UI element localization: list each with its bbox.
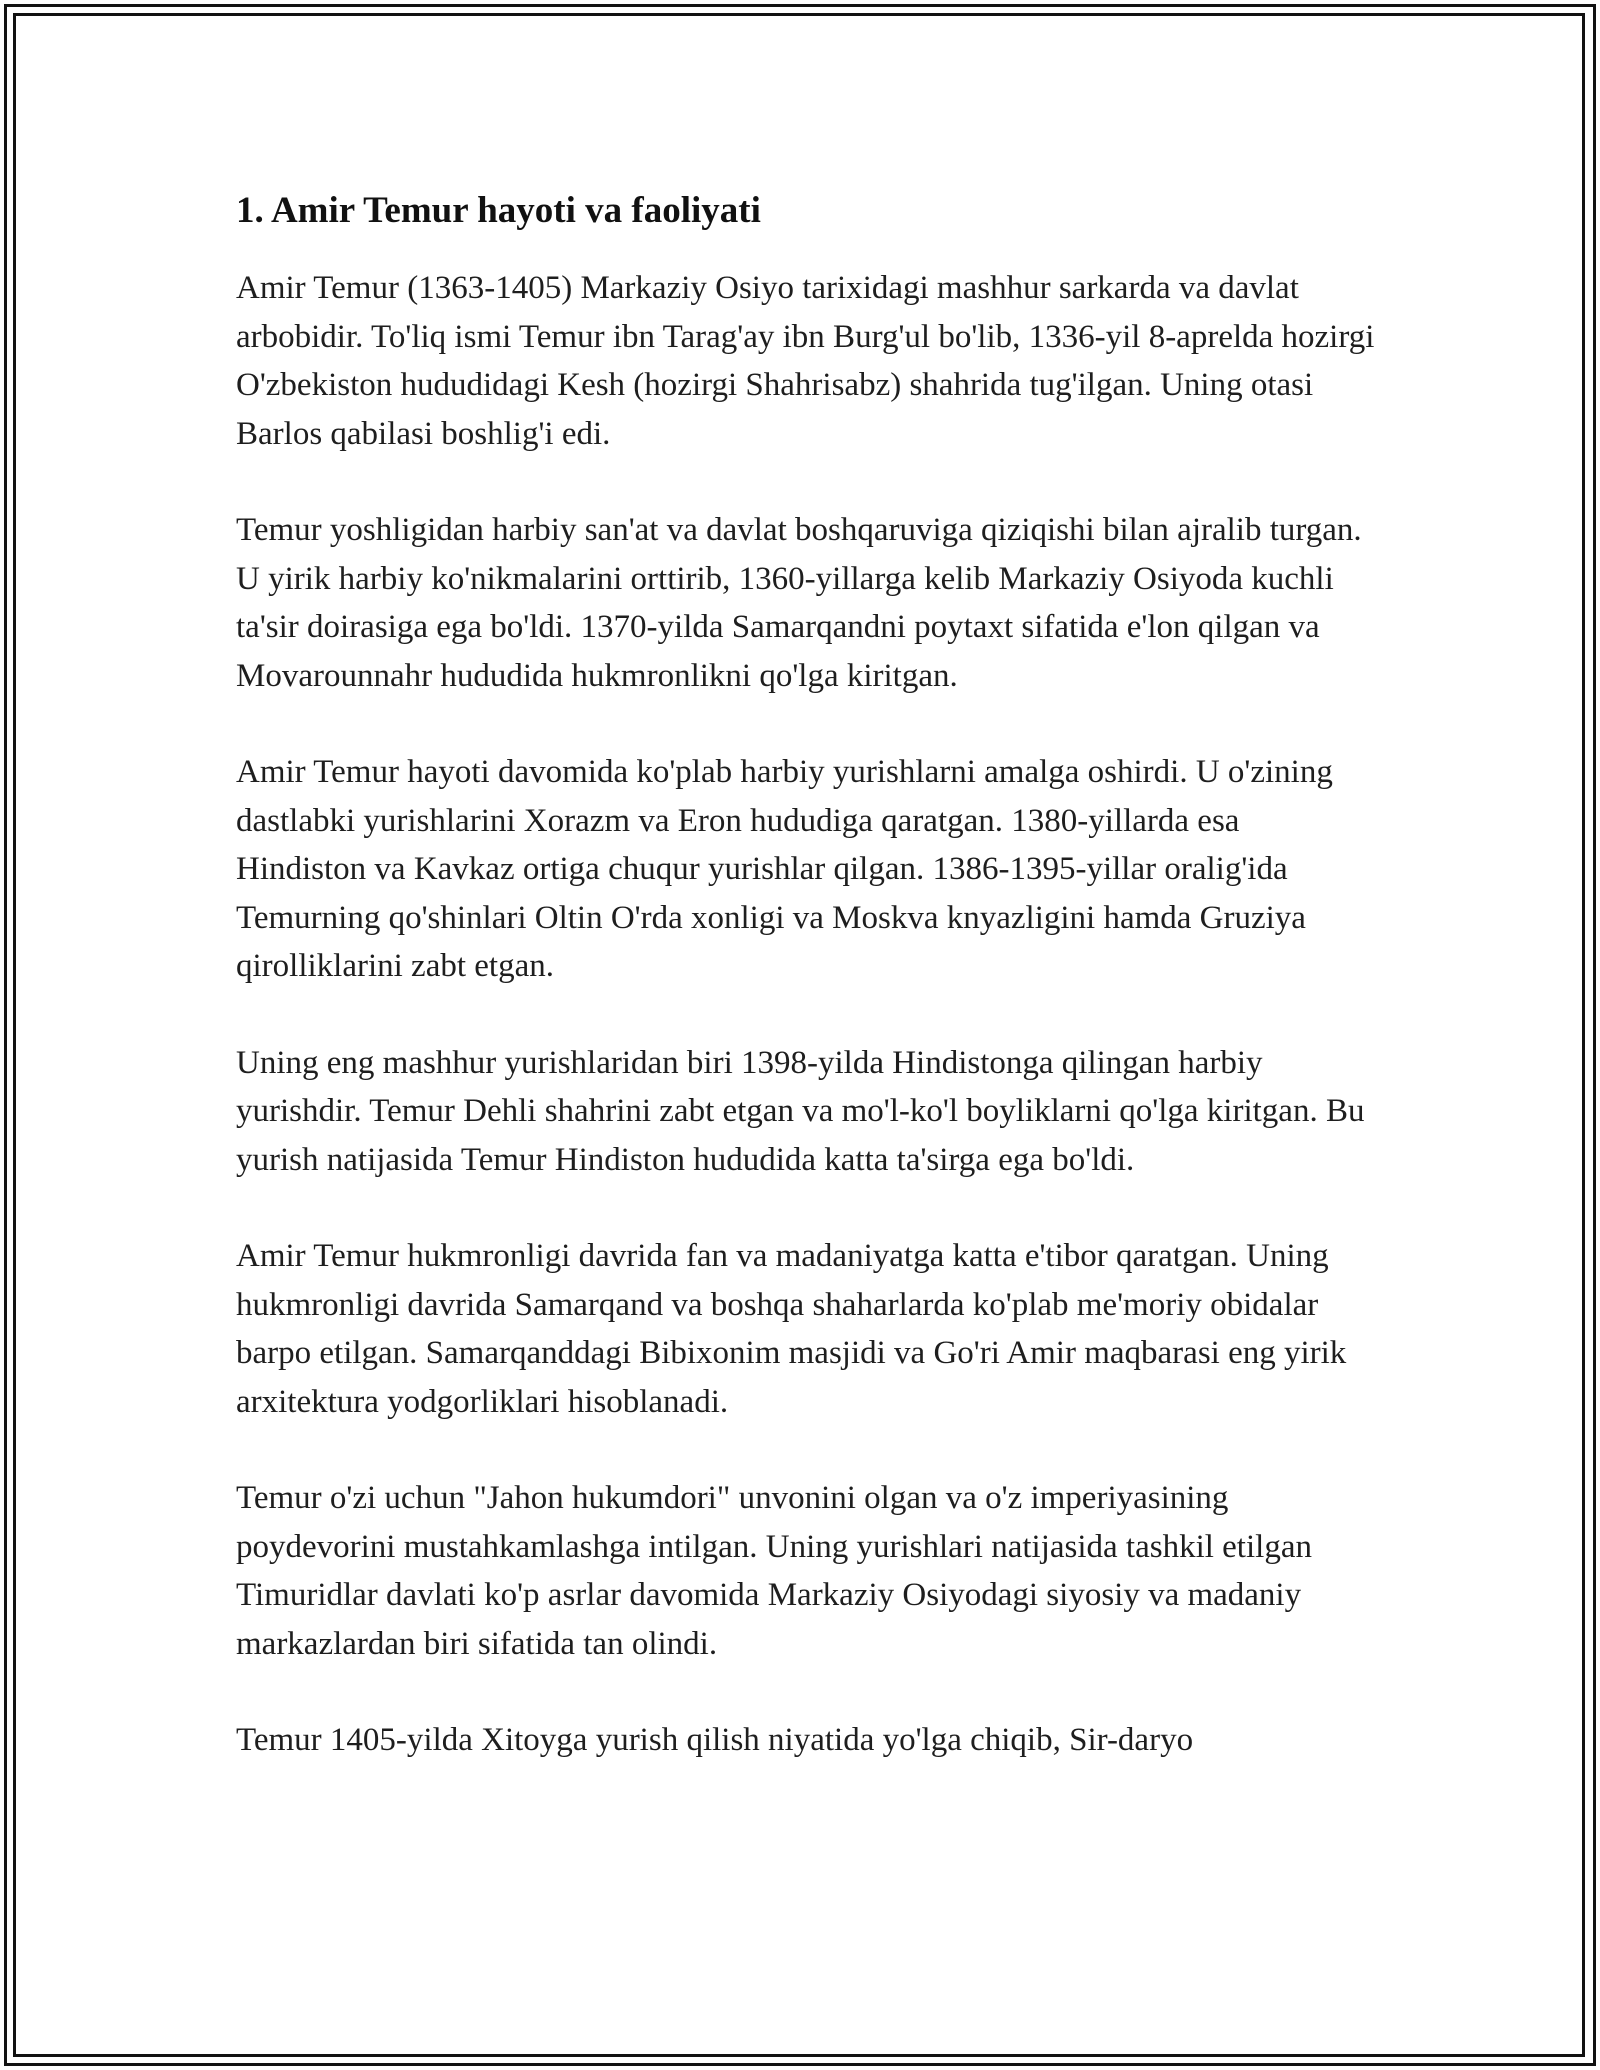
paragraph-india-campaign: Uning eng mashhur yurishlaridan biri 1398-yilda Hindistonga qilingan harbiy yurishdir. Temur Dehli shahrini zabt etgan va mo'l-ko'l boyliklarni qo'lga kiritgan. Bu yurish natijasida Temur Hindiston hududida katta ta'sirga ega bo'ldi. bbox=[236, 1044, 1365, 1178]
paragraph-culture-architecture: Amir Temur hukmronligi davrida fan va madaniyatga katta e'tibor qaratgan. Uning hukmronligi davrida Samarqand va boshqa shaharlarda ko'plab me'moriy obidalar barpo etilgan. Samarqanddagi Bibixonim masjidi va Go'ri Amir maqbarasi eng yirik arxitektura yodgorliklari hisoblanadi. bbox=[236, 1238, 1347, 1420]
paragraph-military-campaigns: Amir Temur hayoti davomida ko'plab harbiy yurishlarni amalga oshirdi. U o'zining dastlabki yurishlarini Xorazm va Eron hududiga qaratgan. 1380-yillarda esa Hindiston va Kavkaz ortiga chuqur yurishlar qilgan. 1386-1395-yillar oralig'ida Temurning qo'shinlari Oltin O'rda xonligi va Moskva knyazligini hamda Gruziya qirolliklarini zabt etgan. bbox=[236, 754, 1333, 984]
paragraph-biography-intro: Amir Temur (1363-1405) Markaziy Osiyo tarixidagi mashhur sarkarda va davlat arbobidir. To'liq ismi Temur ibn Tarag'ay ibn Burg'ul bo'lib, 1336-yil 8-aprelda hozirgi O'zbekiston hududidagi Kesh (hozirgi Shahrisabz) shahrida tug'ilgan. Uning otasi Barlos qabilasi boshlig'i edi. bbox=[236, 270, 1375, 452]
section-heading: 1. Amir Temur hayoti va faoliyati bbox=[236, 190, 761, 231]
paragraph-final-campaign: Temur 1405-yilda Xitoyga yurish qilish niyatida yo'lga chiqib, Sir-daryo bbox=[236, 1722, 1194, 1758]
document-body bbox=[236, 186, 1376, 1813]
paragraph-youth-and-rise: Temur yoshligidan harbiy san'at va davlat boshqaruviga qiziqishi bilan ajralib turgan. U yirik harbiy ko'nikmalarini orttirib, 1360-yillarga kelib Markaziy Osiyoda kuchli ta'sir doirasiga ega bo'ldi. 1370-yilda Samarqandni poytaxt sifatida e'lon qilgan va Movarounnahr hududida hukmronlikni qo'lga kiritgan. bbox=[236, 512, 1362, 694]
paragraph-empire-legacy: Temur o'zi uchun "Jahon hukumdori" unvonini olgan va o'z imperiyasining poydevorini mustahkamlashga intilgan. Uning yurishlari natijasida tashkil etilgan Timuridlar davlati ko'p asrlar davomida Markaziy Osiyodagi siyosiy va madaniy markazlardan biri sifatida tan olindi. bbox=[236, 1480, 1312, 1662]
